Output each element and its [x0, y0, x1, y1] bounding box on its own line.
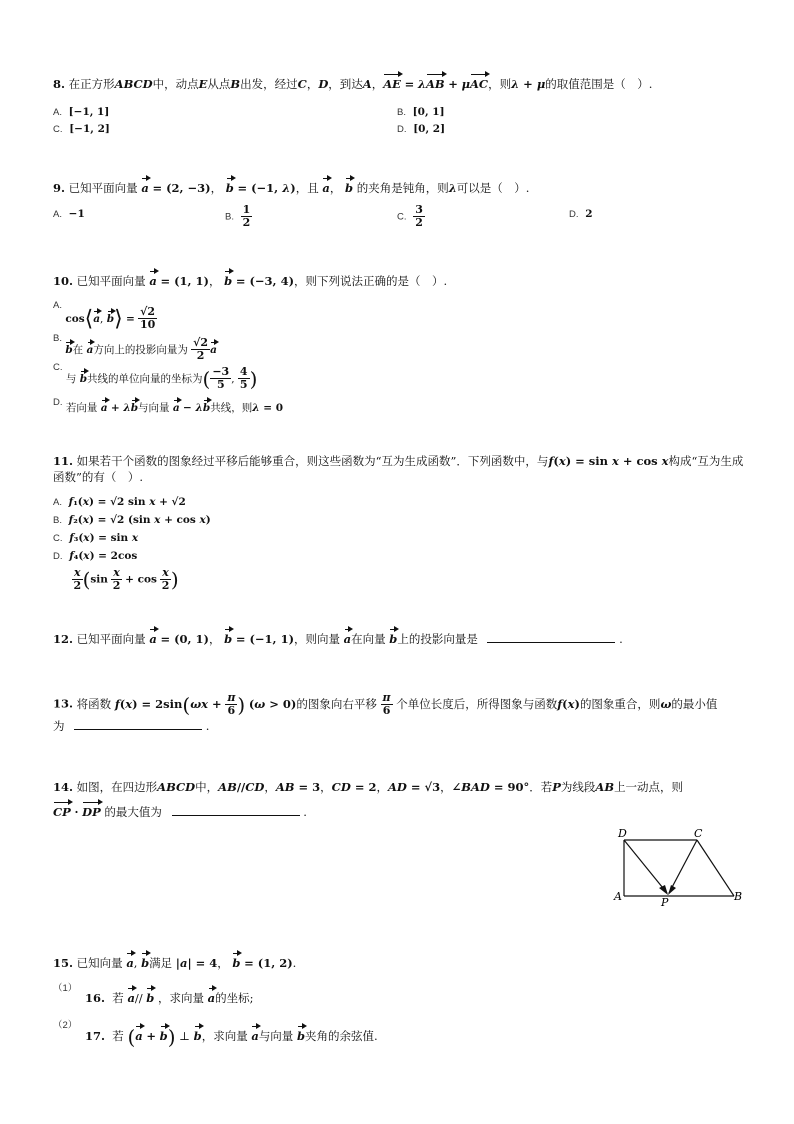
question-13-number: 13. [53, 696, 74, 711]
question-11-option-d[interactable]: D. f₄(x) = 2cos [53, 550, 138, 562]
part-2-tag: （2） [53, 1020, 78, 1031]
figure-label-c: C [694, 827, 703, 840]
arrowhead-dp [659, 885, 668, 895]
question-10-number: 10. [53, 274, 74, 288]
figure-label-d: D [618, 827, 627, 840]
part-1-number: 16. [84, 991, 105, 1005]
question-9-option-a[interactable]: A. −1 [53, 208, 85, 220]
question-10 [53, 273, 447, 289]
question-13-stem: 将函数 f(x) = 2sin(ωx + $\frac{\pi}{6}$ ) (ω > 0)的图象向右平移 $\frac{\pi}{6}$ 个单位长度后，所得图象与函数f(x)的图象重合，则ω的最小值 [76, 691, 718, 717]
question-15-number: 15. [53, 956, 74, 970]
figure-label-a: A [614, 890, 622, 903]
figure-label-b: B [734, 890, 743, 903]
question-14-number: 14. [53, 780, 74, 794]
question-8-number: 8. [53, 77, 66, 91]
arrowhead-cp [668, 885, 676, 895]
question-9-option-d[interactable]: D. 2 [569, 208, 593, 220]
question-11-number: 11. [53, 454, 74, 468]
question-11-stem: 如果若干个函数的图象经过平移后能够重合，则这些函数为“互为生成函数”．下列函数中，与f(x) = sin x + cos x构成“互为生成函数”的有（ ）. [53, 454, 744, 484]
question-9-option-c[interactable]: C. $\frac{3}{2}$ [397, 203, 423, 229]
question-13-answer-blank[interactable] [74, 719, 202, 730]
part-2-number: 17. [84, 1029, 105, 1043]
question-13-line-2: 为 . [53, 719, 210, 733]
question-9-option-b[interactable]: B. $\frac{1}{2}$ [225, 203, 251, 229]
question-11-option-c[interactable]: C. f₃(x) = sin x [53, 532, 139, 544]
vector-cp [669, 840, 697, 893]
question-15-part-2 [53, 1018, 378, 1049]
question-10-option-a[interactable]: A. cos⟨a, b⟩ = $\frac{√2}{10}$ [53, 300, 156, 331]
figure-label-p: P [661, 896, 669, 906]
question-9-stem: 已知平面向量 a = (2, −3)， b = (−1, λ)，且 a， b 的夹角是钝角，则λ可以是（ ）. [68, 181, 530, 195]
question-14-answer-blank[interactable] [172, 805, 300, 816]
question-15 [53, 955, 296, 971]
question-14 [53, 779, 683, 795]
question-13 [53, 692, 717, 717]
question-8-option-b[interactable]: B. [0, 1] [397, 106, 445, 118]
question-14-stem: 如图，在四边形ABCD中，AB//CD，AB = 3，CD = 2，AD = √3，∠BAD = 90°．若P为线段AB上一动点，则 [76, 780, 684, 794]
part-2-text: 若 (a + b) ⊥ b，求向量 a与向量 b夹角的余弦值. [108, 1025, 378, 1049]
question-8-option-a[interactable]: A. [−1, 1] [53, 106, 110, 118]
segment-cb [697, 840, 734, 896]
question-12-stem: 已知平面向量 a = (0, 1)， b = (−1, 1)，则向量 a在向量 b上的投影向量是 [76, 632, 478, 646]
question-12-number: 12. [53, 632, 74, 646]
question-10-stem: 已知平面向量 a = (1, 1)， b = (−3, 4)，则下列说法正确的是（ ）. [76, 274, 448, 288]
question-12-answer-blank[interactable] [487, 632, 615, 643]
part-1-text: 若 a// b ，求向量 a的坐标; [108, 991, 254, 1005]
question-10-option-b[interactable]: B. b在 a方向上的投影向量为 $\frac{√2}{2}$ a [53, 333, 217, 362]
question-11 [53, 453, 753, 485]
part-1-tag: （1） [53, 983, 78, 994]
question-14-line-2: CP · DP 的最大值为 . [53, 805, 307, 819]
question-8-option-d[interactable]: D. [0, 2] [397, 123, 446, 135]
question-10-option-d[interactable]: D. 若向量 a + λb与向量 a − λb共线，则λ = 0 [53, 397, 284, 414]
question-9-number: 9. [53, 181, 66, 195]
question-8 [53, 76, 652, 92]
question-12: 12. 已知平面向量 a = (0, 1)， b = (−1, 1)，则向量 a在向量 b上的投影向量是 . [53, 632, 623, 646]
question-15-part-1 [53, 981, 254, 1005]
vector-dp [624, 840, 667, 893]
question-10-option-c[interactable]: C. 与 b共线的单位向量的坐标为( $\frac{-3}{5}$ , $\frac{4}{5}$ ) [53, 362, 258, 391]
question-11-option-a[interactable]: A. f₁(x) = √2 sin x + √2 [53, 496, 186, 508]
question-14-figure [612, 826, 752, 906]
question-8-option-c[interactable]: C. [−1, 2] [53, 123, 110, 135]
question-11-option-b[interactable]: B. f₂(x) = √2 (sin x + cos x) [53, 514, 211, 526]
question-11-option-d-continued: $\frac{x}{2}$ (sin $\frac{x}{2}$ + cos $\frac{x}{2}$ ) [73, 566, 179, 592]
question-9 [53, 180, 529, 196]
question-15-stem: 已知向量 a, b满足 |a| = 4， b = (1, 2). [76, 956, 297, 970]
question-8-stem: 在正方形ABCD中，动点E从点B出发，经过C，D，到达A，AE = λAB + μAC，则λ + μ的取值范围是（ ）. [68, 77, 653, 91]
